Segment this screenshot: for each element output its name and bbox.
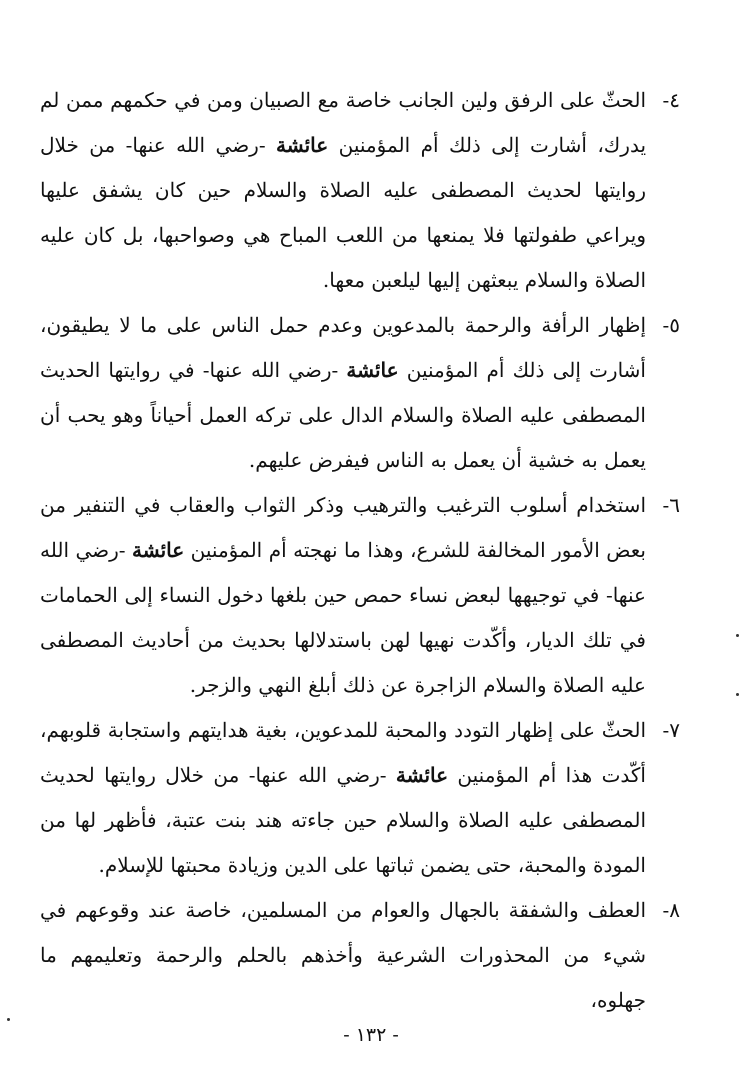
item-text: العطف والشفقة بالجهال والعوام من المسلمين، خاصة عند وقوعهم في شيء من المحذورات الشرعية وأخذهم بالحلم والرحمة وتعليمهم ما جهلوه، bbox=[40, 898, 646, 1012]
item-text: -رضي الله عنها- من خلال روايتها لحديث المصطفى عليه الصلاة والسلام حين جاءته هند بنت عتبة، فأظهر لها من المودة والمحبة، حتى يضمن ثباتها على الدين وزيادة محبتها للإسلام. bbox=[40, 763, 646, 877]
list-item bbox=[40, 483, 680, 708]
item-number: ٦- bbox=[662, 493, 680, 517]
emphasized-name: عائشة bbox=[346, 358, 399, 382]
emphasized-name: عائشة bbox=[132, 538, 185, 562]
item-text: الحثّ على إظهار التودد والمحبة للمدعوين، بغية هدايتهم واستجابة قلوبهم، أكّدت هذا أم المؤمنين bbox=[40, 718, 646, 787]
item-text: -رضي الله عنها- في روايتها الحديث المصطفى عليه الصلاة والسلام الدال على تركه العمل أحياناً وهو يحب أن يعمل به خشية أن يعمل به الناس فيفرض عليهم. bbox=[40, 358, 646, 472]
page-body bbox=[40, 78, 680, 1023]
item-number: ٥- bbox=[662, 313, 680, 337]
emphasized-name: عائشة bbox=[276, 133, 329, 157]
item-number: ٤- bbox=[662, 88, 680, 112]
scan-speck bbox=[7, 1018, 10, 1021]
item-text: الحثّ على الرفق ولين الجانب خاصة مع الصبيان ومن في حكمهم ممن لم يدرك، أشارت إلى ذلك أم المؤمنين bbox=[40, 88, 647, 157]
scan-speck bbox=[736, 634, 739, 637]
list-item bbox=[40, 303, 680, 483]
item-text: إظهار الرأفة والرحمة بالمدعوين وعدم حمل الناس على ما لا يطيقون، أشارت إلى ذلك أم المؤمنين bbox=[40, 313, 646, 382]
page-number: - ١٣٢ - bbox=[343, 1024, 399, 1046]
item-number: ٨- bbox=[662, 898, 680, 922]
list-item bbox=[40, 888, 680, 1023]
item-number: ٧- bbox=[662, 718, 680, 742]
item-text: استخدام أسلوب الترغيب والترهيب وذكر الثواب والعقاب في التنفير من بعض الأمور المخالفة للشرع، وهذا ما نهجته أم المؤمنين bbox=[40, 493, 646, 562]
list-item bbox=[40, 708, 680, 888]
item-text: -رضي الله عنها- من خلال روايتها لحديث المصطفى عليه الصلاة والسلام حين كان يشفق عليها ويراعي طفولتها فلا يمنعها من اللعب المباح هي وصواحبها، بل كان عليه الصلاة والسلام يبعثهن إليها ليلعبن معها. bbox=[40, 133, 646, 292]
emphasized-name: عائشة bbox=[395, 763, 449, 787]
list-item bbox=[40, 78, 680, 303]
scan-speck bbox=[736, 693, 739, 696]
item-text: -رضي الله عنها- في توجيهها لبعض نساء حمص حين بلغها دخول النساء إلى الحمامات في تلك الديار، وأكّدت نهيها لهن باستدلالها بحديث من أحاديث المصطفى عليه الصلاة والسلام الزاجرة عن ذلك أبلغ النهي والزجر. bbox=[40, 538, 646, 697]
